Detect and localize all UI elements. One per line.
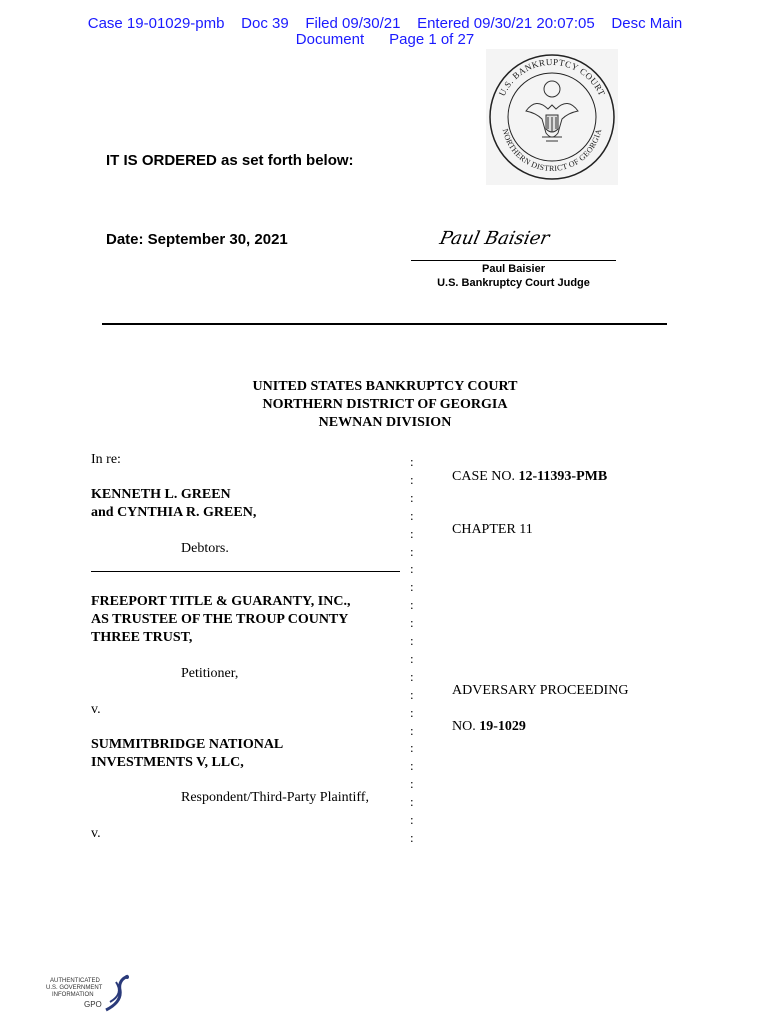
court-name: UNITED STATES BANKRUPTCY COURT [252, 379, 518, 394]
seal-top-text: U.S. BANKRUPTCY COURT [496, 56, 608, 98]
respondent-name-2: INVESTMENTS V, LLC, [91, 755, 244, 770]
colon-separator: : [410, 471, 414, 487]
debtor-name-1: KENNETH L. GREEN [91, 487, 231, 502]
adversary-label: ADVERSARY PROCEEDING [452, 683, 629, 698]
versus-1: v. [91, 702, 101, 717]
petitioner-label: Petitioner, [181, 666, 239, 681]
order-statement: IT IS ORDERED as set forth below: [106, 152, 354, 169]
petitioner-name-2: AS TRUSTEE OF THE TROUP COUNTY [91, 612, 349, 627]
respondent-name-1: SUMMITBRIDGE NATIONAL [91, 737, 284, 752]
gpo-line-3: INFORMATION [52, 992, 94, 998]
seal-bottom-text: NORTHERN DISTRICT OF GEORGIA [500, 127, 604, 174]
order-date: Date: September 30, 2021 [106, 231, 288, 248]
gpo-eagle-icon [102, 972, 132, 1014]
colon-separator: : [410, 740, 414, 756]
colon-separator: : [410, 633, 414, 648]
debtor-name-2: and CYNTHIA R. GREEN, [91, 505, 257, 520]
colon-separator: : [410, 543, 414, 559]
colon-separator: : [410, 722, 414, 738]
colon-separator: : [410, 579, 414, 595]
colon-separator: : [410, 561, 414, 577]
gpo-line-2: U.S. GOVERNMENT [46, 985, 103, 991]
gpo-authentication-logo [44, 972, 134, 1016]
caption-rule [91, 571, 400, 572]
colon-separator: : [410, 597, 414, 613]
colon-separator: : [410, 794, 414, 810]
colon-separator: : [410, 829, 414, 845]
colon-separator: : [410, 686, 414, 702]
court-seal [486, 49, 618, 185]
colon-separator: : [410, 758, 414, 774]
adversary-number-prefix: NO. [452, 719, 480, 734]
colon-separator: : [410, 525, 414, 541]
chapter-label: CHAPTER 11 [452, 522, 533, 537]
judge-name: Paul Baisier [482, 263, 545, 275]
colon-separator: : [410, 650, 414, 666]
versus-2: v. [91, 826, 101, 841]
court-district: NORTHERN DISTRICT OF GEORGIA [262, 397, 508, 412]
colon-separator: : [410, 776, 414, 792]
case-number-prefix: CASE NO. [452, 469, 519, 484]
filing-header-line2: Document Page 1 of 27 [295, 31, 475, 48]
colon-separator: : [410, 704, 414, 720]
case-number-value: 12-11393-PMB [518, 469, 608, 484]
judge-title: U.S. Bankruptcy Court Judge [437, 277, 590, 289]
court-division: NEWNAN DIVISION [318, 415, 452, 430]
colon-separator: : [410, 507, 414, 523]
respondent-label: Respondent/Third-Party Plaintiff, [181, 790, 369, 805]
filing-header-line1: Case 19-01029-pmb Doc 39 Filed 09/30/21 Entered 09/30/21 20:07:05 Desc Main [87, 15, 683, 32]
case-number [452, 469, 607, 485]
colon-separator: : [410, 489, 414, 505]
in-re-label: In re: [91, 452, 121, 467]
adversary-number [452, 719, 526, 735]
colon-separator: : [410, 812, 414, 827]
adversary-number-value: 19-1029 [479, 719, 526, 734]
gpo-mark: GPO [84, 1000, 102, 1009]
signature-line [411, 260, 616, 261]
debtors-label: Debtors. [181, 541, 229, 556]
petitioner-name-3: THREE TRUST, [91, 630, 193, 645]
colon-separator: : [410, 668, 414, 684]
petitioner-name-1: FREEPORT TITLE & GUARANTY, INC., [91, 594, 351, 609]
separator-rule [102, 323, 667, 325]
colon-separator: : [410, 454, 414, 469]
colon-separator: : [410, 615, 414, 631]
gpo-line-1: AUTHENTICATED [50, 978, 100, 984]
judge-signature: Paul Baisier [437, 228, 552, 249]
